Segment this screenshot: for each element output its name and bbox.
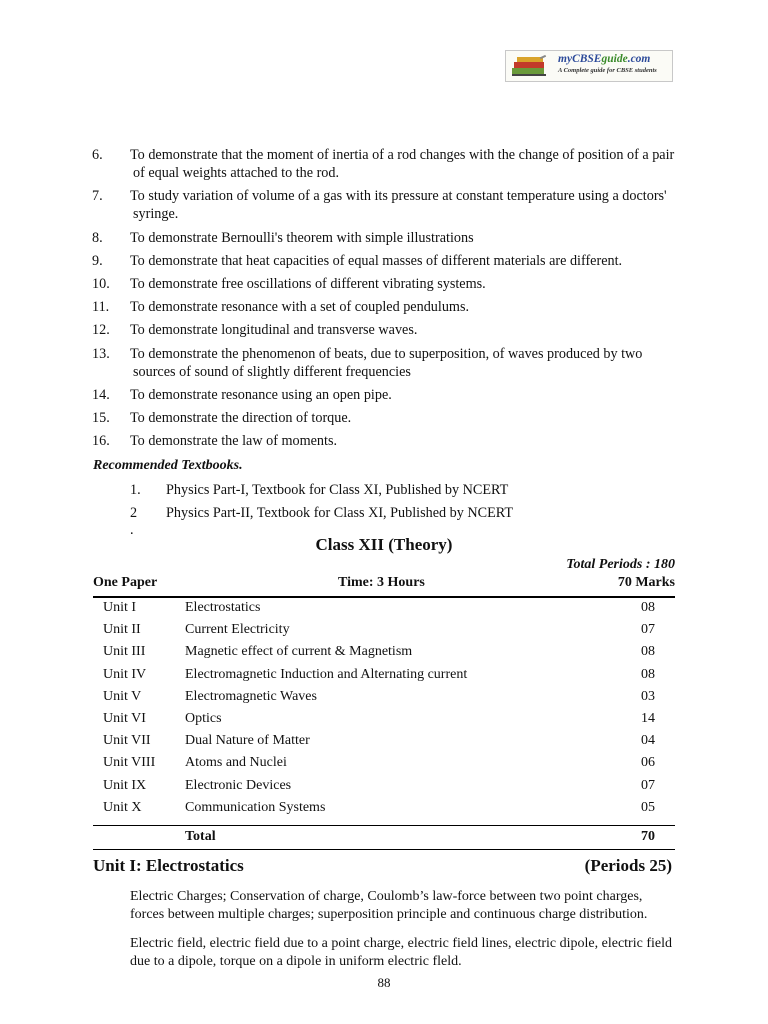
list-item (92, 275, 682, 293)
unit-marks-cell: 08 (641, 600, 655, 615)
table-row (103, 622, 655, 644)
unit-marks-cell: 07 (641, 622, 655, 638)
unit-cell: Unit VII (103, 733, 151, 749)
unit-name-cell: Electromagnetic Induction and Alternating current (185, 666, 468, 682)
list-item-text: To demonstrate the direction of torque. (130, 410, 352, 426)
list-item-number: 8. (92, 230, 103, 246)
unit-marks-cell: 04 (641, 733, 655, 749)
unit-cell: Unit VIII (103, 755, 156, 771)
time-label: Time: 3 Hours (338, 575, 425, 590)
list-item-number: 14. (92, 387, 110, 403)
list-item (92, 386, 682, 404)
unit-name-cell: Electrostatics (185, 600, 261, 615)
list-item (92, 229, 682, 247)
mycbseguide-logo (505, 50, 673, 82)
paragraph: Electric Charges; Conservation of charge, Coulomb’s law-force between two point charges, forces between multiple charges; superposition principle and continuous charge distribution. (130, 889, 648, 922)
logo-tagline: A Complete guide for CBSE students (558, 67, 657, 74)
list-item-text-continuation: of equal weights attached to the rod. (133, 165, 340, 181)
list-item-text: To demonstrate that the moment of inertia of a rod changes with the change of position of a pair (130, 147, 675, 163)
total-marks: 70 (641, 829, 655, 844)
unit-name-cell: Optics (185, 711, 222, 726)
unit-section-periods: (Periods 25) (584, 856, 672, 875)
total-row (103, 829, 655, 851)
books-icon (510, 54, 550, 78)
unit-name-cell: Electromagnetic Waves (185, 688, 317, 704)
list-item (92, 409, 682, 427)
table-row (103, 644, 655, 666)
list-item-text-continuation: syringe. (133, 206, 179, 222)
list-item-number: 15. (92, 410, 110, 426)
unit-marks-cell: 07 (641, 777, 655, 793)
list-item-text: To demonstrate resonance using an open pipe. (130, 387, 392, 403)
unit-cell: Unit II (103, 622, 141, 638)
list-item-text: To demonstrate that heat capacities of equal masses of different materials are different. (130, 253, 623, 269)
list-item-text: To demonstrate resonance with a set of coupled pendulums. (130, 299, 470, 315)
unit-name-cell: Magnetic effect of current & Magnetism (185, 644, 413, 660)
total-label: Total (185, 829, 216, 844)
list-item-text: To study variation of volume of a gas with its pressure at constant temperature using a doctors' (130, 188, 667, 204)
unit-cell: Unit V (103, 688, 142, 704)
unit-cell: Unit IX (103, 777, 147, 793)
table-row (103, 755, 655, 777)
paragraph: Electric field, electric field due to a point charge, electric field lines, electric dipole, electric field due to a dipole, torque on a dipole in uniform electric fleld. (130, 936, 672, 969)
list-item-number: 11. (92, 299, 110, 315)
total-periods: Total Periods : 180 (566, 557, 675, 572)
table-row (103, 600, 655, 622)
list-item-number: 10. (92, 276, 110, 292)
list-item-text: To demonstrate free oscillations of different vibrating systems. (130, 276, 486, 292)
unit-marks-cell: 08 (641, 666, 655, 682)
list-item (92, 321, 682, 339)
unit-marks-cell: 05 (641, 799, 655, 815)
list-item-number: 12. (92, 322, 110, 338)
class-title: Class XII (Theory) (315, 535, 453, 554)
marks-label: 70 Marks (617, 575, 675, 590)
list-item (92, 432, 682, 450)
table-row (103, 778, 655, 800)
unit-cell: Unit VI (103, 711, 146, 726)
table-row (103, 667, 655, 689)
unit-marks-cell: 06 (641, 755, 655, 771)
recommended-heading: Recommended Textbooks. (93, 458, 243, 473)
table-row (103, 800, 655, 822)
logo-brand: myCBSEguide.com (558, 53, 651, 65)
page-number: 88 (377, 975, 391, 990)
list-item-number: 6. (92, 147, 103, 163)
table-row (103, 733, 655, 755)
unit-cell: Unit III (103, 644, 146, 660)
list-item-number: 9. (92, 253, 103, 269)
unit-name-cell: Current Electricity (185, 622, 290, 638)
unit-name-cell: Communication Systems (185, 799, 326, 815)
list-item (92, 252, 682, 270)
unit-cell: Unit IV (103, 666, 147, 682)
unit-cell: Unit I (103, 600, 137, 615)
unit-marks-cell: 08 (641, 644, 655, 660)
list-item (92, 345, 682, 381)
unit-name-cell: Electronic Devices (185, 777, 292, 793)
table-row (103, 689, 655, 711)
list-item-text: To demonstrate the law of moments. (130, 433, 338, 449)
list-item-number: 13. (92, 346, 110, 362)
unit-marks-cell: 14 (641, 711, 655, 726)
table-total-rule (93, 825, 675, 826)
list-item-text-continuation: sources of sound of slightly different frequencies (133, 364, 411, 380)
table-row (103, 711, 655, 733)
list-item-number: 7. (92, 188, 103, 204)
table-top-rule (93, 596, 675, 598)
unit-name-cell: Atoms and Nuclei (185, 755, 287, 771)
list-item (92, 146, 682, 182)
unit-section-title: Unit I: Electrostatics (93, 856, 244, 875)
unit-marks-cell: 03 (641, 688, 655, 704)
list-item (92, 187, 682, 223)
unit-name-cell: Dual Nature of Matter (185, 733, 310, 749)
list-item-text: To demonstrate Bernoulli's theorem with simple illustrations (130, 230, 474, 246)
unit-cell: Unit X (103, 799, 142, 815)
table-bottom-rule (93, 849, 675, 850)
list-item-text: To demonstrate longitudinal and transverse waves. (130, 322, 418, 338)
paper-label: One Paper (93, 575, 158, 590)
list-item (92, 298, 682, 316)
list-item-number: 16. (92, 433, 110, 449)
list-item-text: To demonstrate the phenomenon of beats, due to superposition, of waves produced by two (130, 346, 643, 362)
